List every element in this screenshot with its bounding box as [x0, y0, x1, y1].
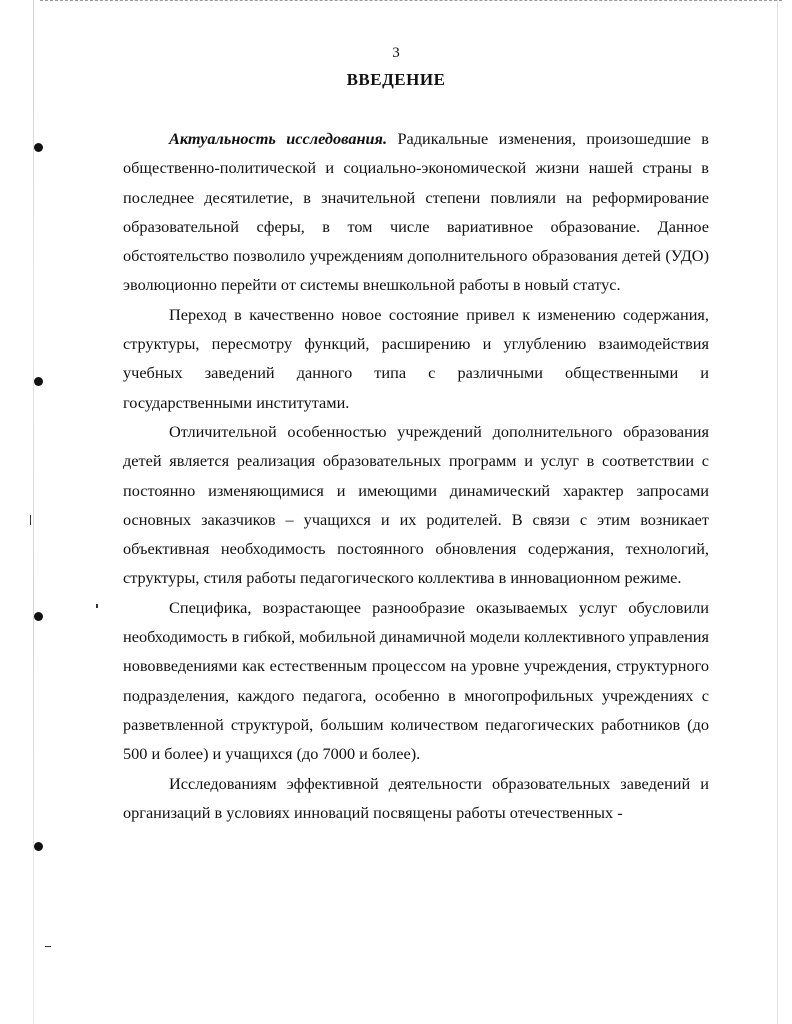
page-number: 3: [392, 45, 400, 61]
paragraph-text: Радикальные изменения, произошедшие в общественно-политической и социально-экономической жизни нашей страны в последнее десятилетие, в значительной степени повлияли на реформирование образовательной сферы, в том числе вариативное образование. Данное обстоятельство позволило учреждениям дополнительного образования детей (УДО) эволюционно перейти от системы внешкольной работы в новый статус.: [123, 129, 709, 295]
paragraph-transition: Переход в качественно новое состояние привел к изменению содержания, структуры, пересмотру функций, расширению и углублению взаимодействия учебных заведений данного типа с различными общественными и государственными институтами.: [123, 304, 709, 412]
paragraph-research: Исследованиям эффективной деятельности образовательных заведений и организаций в условиях инноваций посвящены работы отечественных -: [123, 773, 709, 822]
scan-speck: [30, 515, 31, 525]
scan-right-edge: [777, 0, 778, 1024]
binder-hole-mark: [34, 842, 43, 851]
scan-left-edge: [33, 0, 34, 1024]
binder-hole-mark: [34, 143, 43, 152]
paragraph-lead: Актуальность исследования.: [169, 129, 388, 148]
paragraph-relevance: [123, 124, 709, 300]
paragraph-distinctive-feature: Отличительной особенностью учреждений дополнительного образования детей является реализация образовательных программ и услуг в соответствии с постоянно изменяющимися и имеющими динамический характер запросами основных заказчиков – учащихся и их родителей. В связи с этим возникает объективная необходимость постоянного обновления содержания, технологий, структуры, стиля работы педагогического коллектива в инновационном режиме.: [123, 421, 709, 588]
paragraph-specifics: Специфика, возрастающее разнообразие оказываемых услуг обусловили необходимость в гибкой, мобильной динамичной модели коллективного управления нововведениями как естественным процессом на уровне учреждения, структурного подразделения, каждого педагога, особенно в многопрофильных учреждениях с разветвленной структурой, большим количеством педагогических работников (до 500 и более) и учащихся (до 7000 и более).: [123, 597, 709, 764]
scan-speck: [45, 946, 51, 947]
body-text: [123, 124, 709, 827]
binder-hole-mark: [34, 612, 43, 621]
scan-top-rule: [40, 0, 782, 3]
scan-speck: [96, 604, 98, 608]
page-title: ВВЕДЕНИЕ: [346, 70, 446, 89]
binder-hole-mark: [34, 377, 43, 386]
